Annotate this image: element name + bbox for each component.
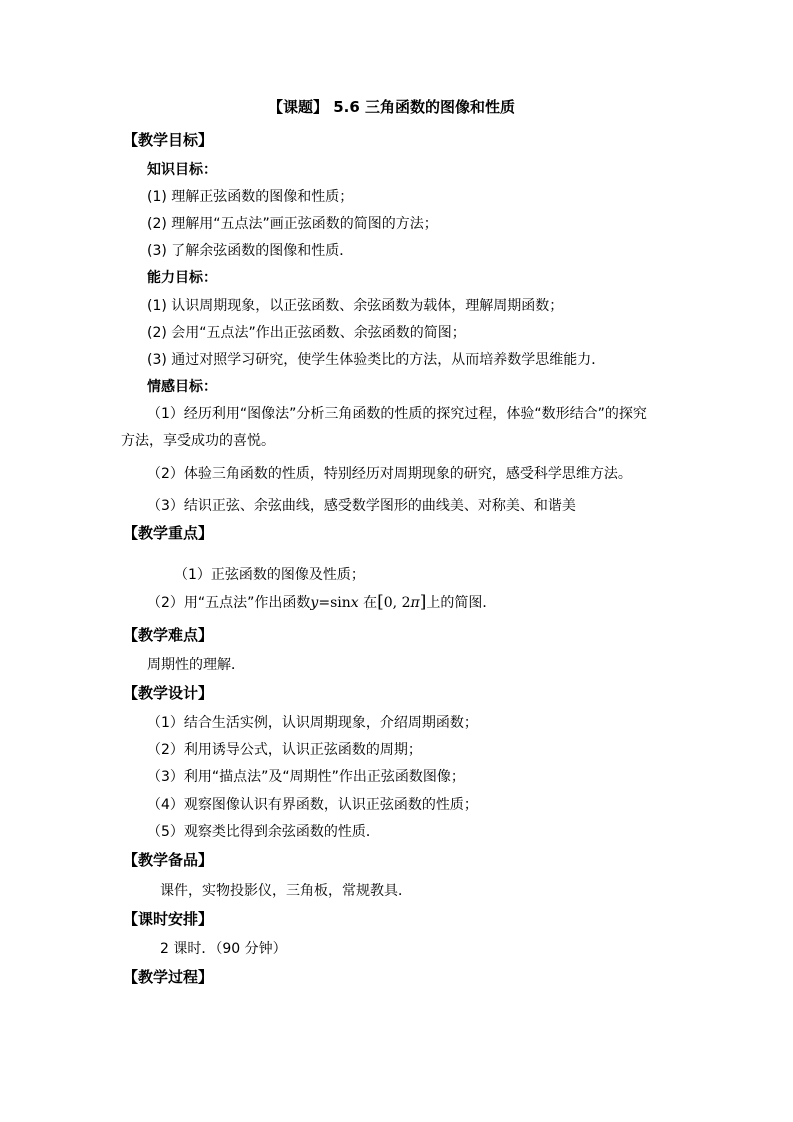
key-item-1: （1）正弦函数的图像及性质； (174, 567, 365, 583)
emotion-item-2: （2）体验三角函数的性质，特别经历对周期现象的研究，感受科学思维方法。 (147, 466, 632, 482)
section-difficulties: 【教学难点】 (123, 626, 214, 644)
knowledge-heading: 知识目标： (147, 162, 217, 178)
emotion-item-1-line-1: （1）经历利用“图像法”分析三角函数的性质的探究过程，体验“数形结合”的探究 (147, 406, 647, 422)
math-x: x (350, 595, 359, 611)
key-item-2-prefix: （2）用“五点法”作出函数 (147, 595, 311, 611)
emotion-item-3: （3）结识正弦、余弦曲线，感受数学图形的曲线美、对称美、和谐美 (147, 498, 576, 514)
interval-range: 0, 2 (383, 595, 411, 611)
math-sin: =sin (318, 595, 351, 611)
knowledge-item: (2) 理解用“五点法”画正弦函数的简图的方法； (147, 216, 438, 232)
lesson-title: 【课题】 5.6 三角函数的图像和性质 (268, 98, 516, 116)
emotion-heading: 情感目标： (147, 379, 217, 395)
ability-heading: 能力目标： (147, 270, 217, 286)
interval-left-bracket: [ (377, 592, 384, 612)
knowledge-item: (3) 了解余弦函数的图像和性质． (147, 243, 354, 259)
difficulty-text: 周期性的理解． (147, 657, 245, 673)
design-item: （2）利用诱导公式，认识正弦函数的周期； (147, 742, 422, 758)
pi-symbol: π (410, 595, 420, 611)
design-item: （5）观察类比得到余弦函数的性质． (147, 824, 380, 840)
section-key-points: 【教学重点】 (123, 524, 214, 542)
emotion-item-1-line-2: 方法，享受成功的喜悦。 (121, 433, 275, 449)
key-item-2-suffix: 上的简图． (426, 595, 497, 611)
key-item-2-in: 在 (358, 595, 378, 611)
knowledge-item: (1) 理解正弦函数的图像和性质； (147, 189, 354, 205)
schedule-text: 2 课时．（90 分钟） (160, 941, 287, 957)
design-item: （1）结合生活实例，认识周期现象，介绍周期函数； (147, 715, 478, 731)
ability-item: (3) 通过对照学习研究，使学生体验类比的方法，从而培养数学思维能力． (147, 352, 606, 368)
design-item: （4）观察图像认识有界函数，认识正弦函数的性质； (147, 797, 478, 813)
section-process: 【教学过程】 (123, 968, 214, 986)
ability-item: (2) 会用“五点法”作出正弦函数、余弦函数的简图； (147, 325, 466, 341)
section-schedule: 【课时安排】 (123, 910, 214, 928)
section-preparation: 【教学备品】 (123, 851, 214, 869)
preparation-text: 课件，实物投影仪，三角板，常规教具． (160, 883, 412, 899)
math-y: y (310, 595, 319, 611)
design-item: （3）利用“描点法”及“周期性”作出正弦函数图像； (147, 769, 465, 785)
interval-right-bracket: ] (419, 592, 427, 612)
ability-item: (1) 认识周期现象，以正弦函数、余弦函数为载体，理解周期函数； (147, 298, 564, 314)
section-design: 【教学设计】 (123, 684, 214, 702)
key-item-2 (147, 593, 496, 612)
section-objectives: 【教学目标】 (123, 131, 214, 149)
